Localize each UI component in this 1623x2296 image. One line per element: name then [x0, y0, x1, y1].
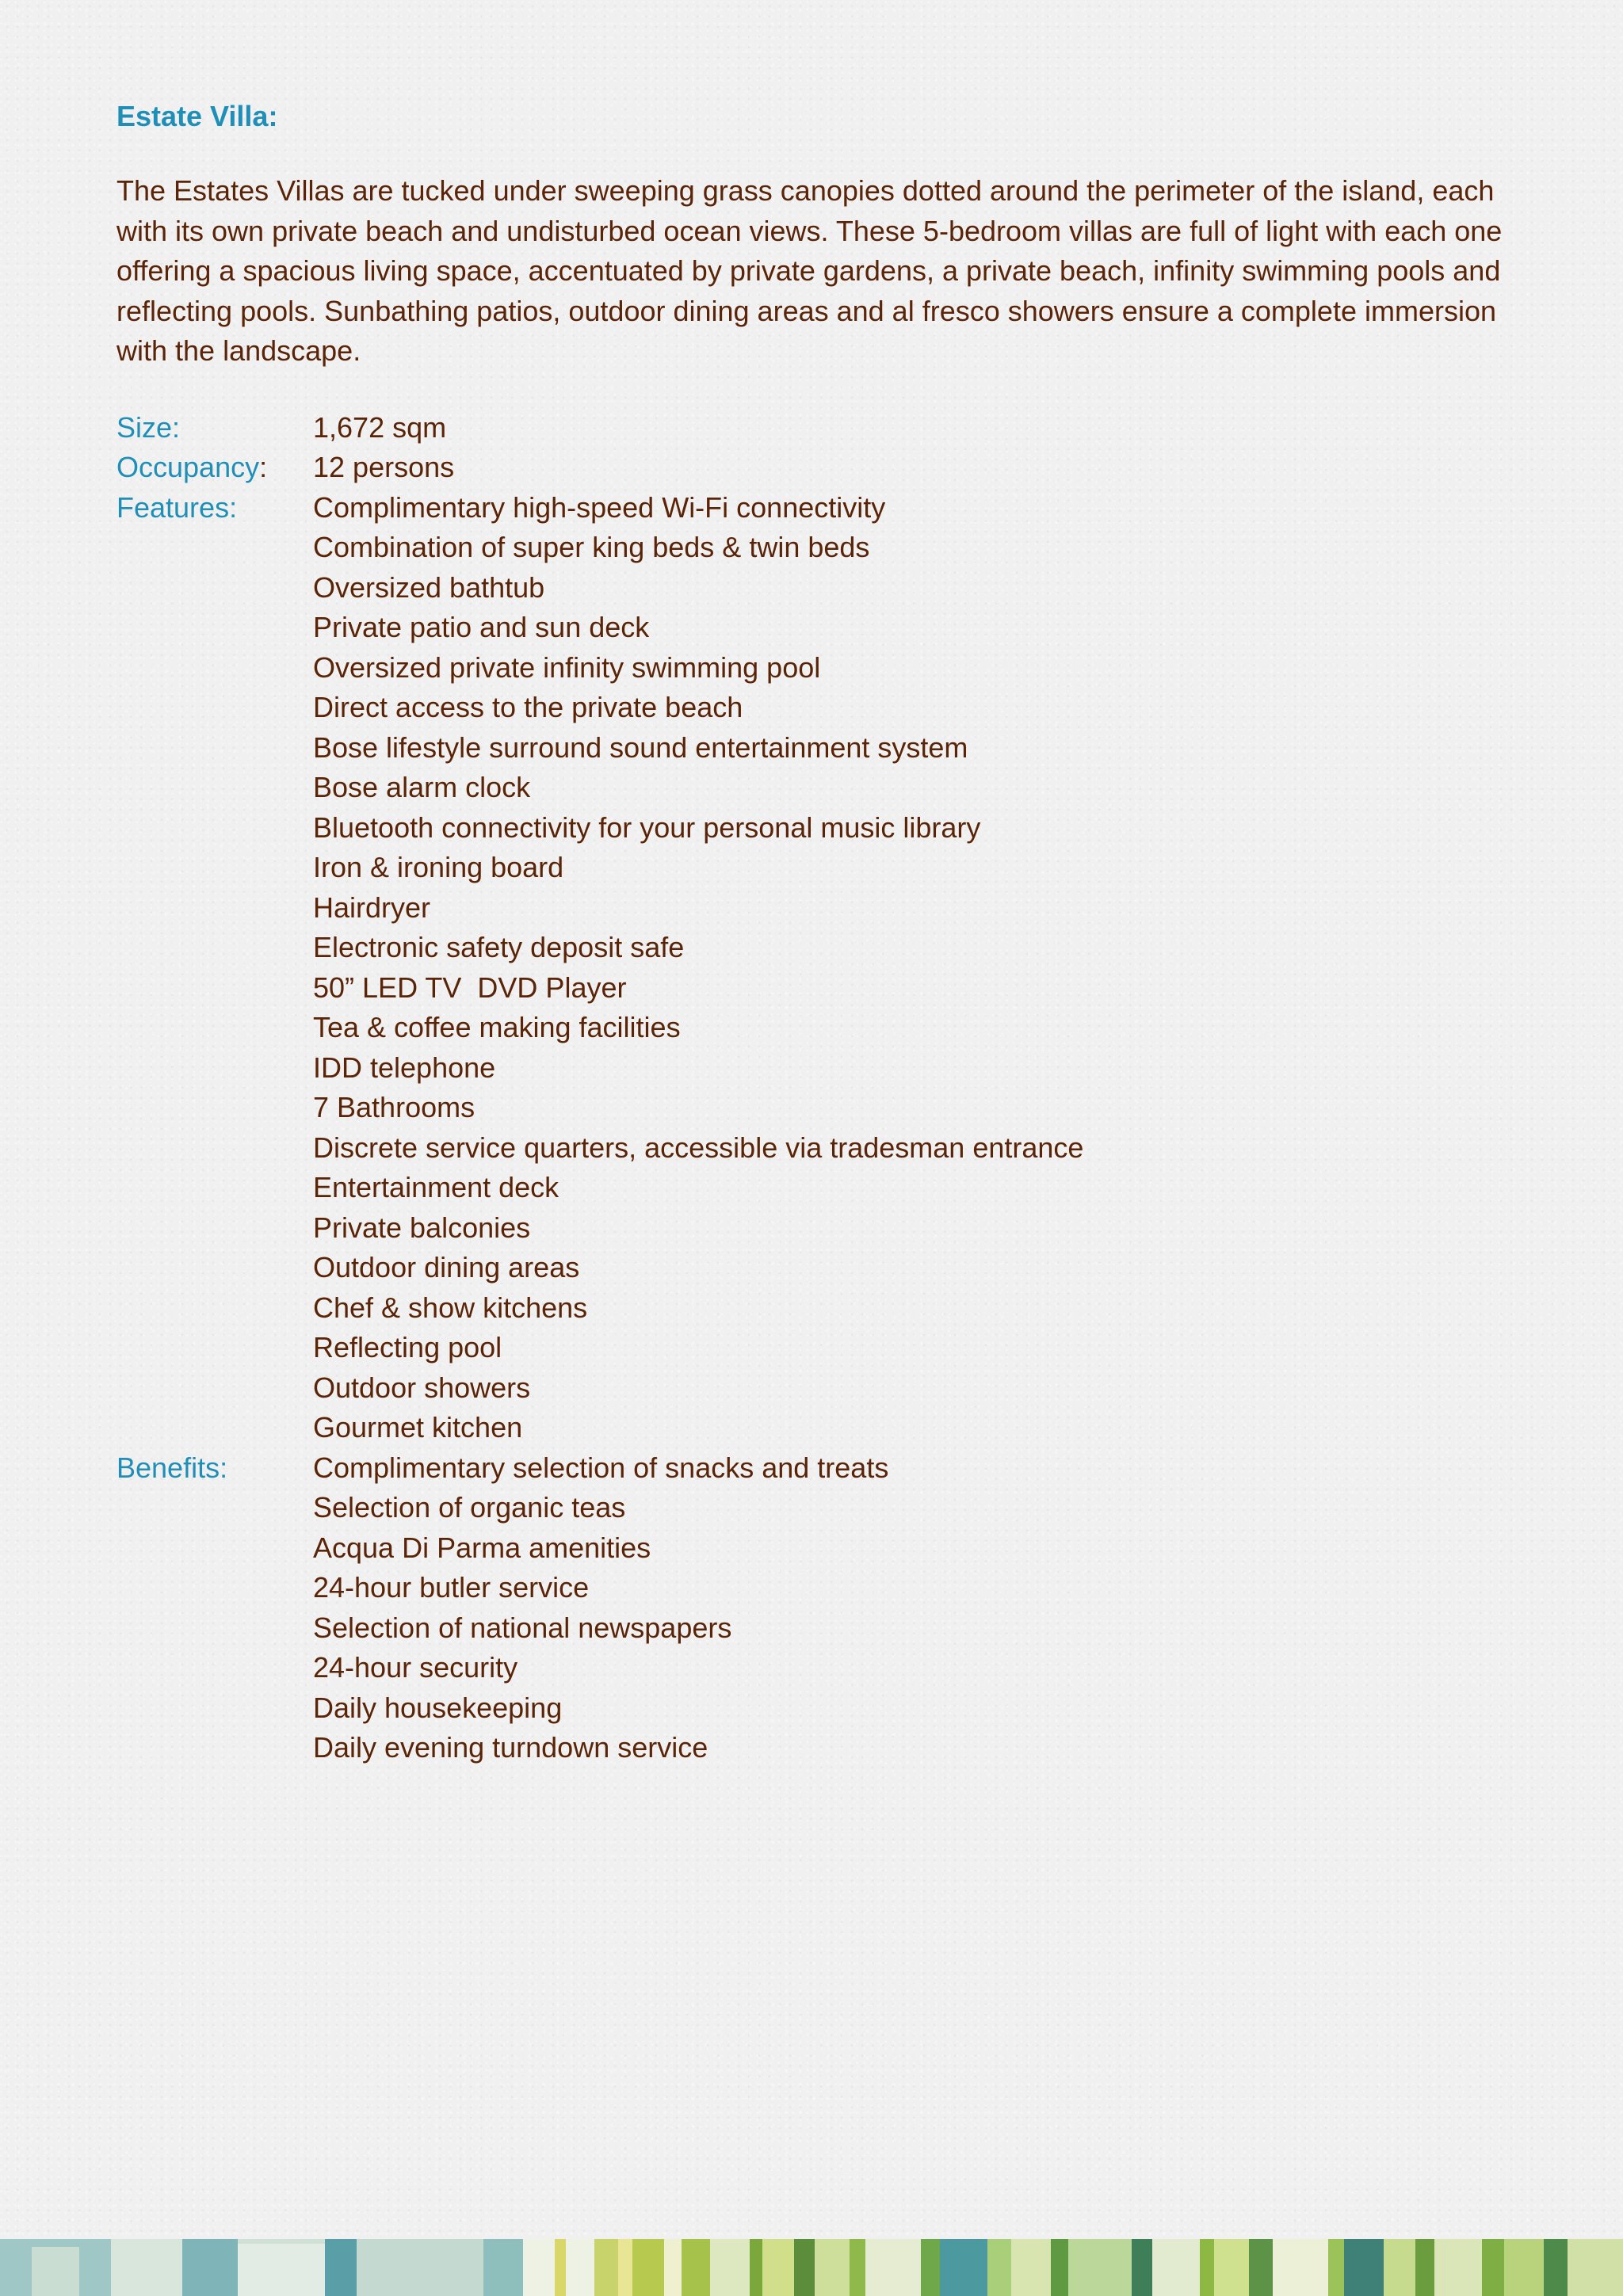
- feature-item: Private patio and sun deck: [313, 611, 650, 643]
- feature-item: Private balconies: [313, 1211, 531, 1244]
- benefit-item: Acqua Di Parma amenities: [313, 1531, 651, 1564]
- benefits-row: [116, 1448, 1511, 1768]
- document-page: [116, 97, 1511, 1768]
- feature-item: Hairdryer: [313, 891, 431, 924]
- feature-item: Entertainment deck: [313, 1171, 559, 1203]
- feature-item: 50” LED TV DVD Player: [313, 971, 627, 1004]
- feature-item: Discrete service quarters, accessible via tradesman entrance: [313, 1131, 1084, 1164]
- feature-item: 7 Bathrooms: [313, 1091, 475, 1123]
- feature-item: Oversized private infinity swimming pool: [313, 650, 821, 684]
- benefit-item: Complimentary selection of snacks and treats: [313, 1451, 889, 1484]
- benefit-item: Selection of national newspapers: [313, 1611, 732, 1644]
- benefit-item: 24-hour security: [313, 1651, 518, 1684]
- occupancy-value: 12 persons: [313, 451, 455, 483]
- occupancy-label-colon: :: [259, 451, 268, 483]
- feature-item: IDD telephone: [313, 1051, 496, 1084]
- size-value: 1,672 sqm: [313, 410, 447, 444]
- feature-item: Combination of super king beds & twin beds: [313, 531, 870, 563]
- feature-item: Tea & coffee making facilities: [313, 1011, 681, 1043]
- benefit-item: Daily housekeeping: [313, 1691, 563, 1724]
- feature-item: Gourmet kitchen: [313, 1411, 523, 1444]
- feature-item: Complimentary high-speed Wi-Fi connectivity: [313, 490, 886, 524]
- size-label: Size:: [116, 410, 181, 444]
- size-row: [116, 408, 1511, 448]
- occupancy-label: [116, 448, 313, 488]
- feature-item: Chef & show kitchens: [313, 1291, 588, 1324]
- feature-item: Direct access to the private beach: [313, 691, 743, 723]
- feature-item: Outdoor showers: [313, 1371, 531, 1404]
- benefit-item: Daily evening turndown service: [313, 1731, 708, 1764]
- decorative-foliage-image: [0, 2239, 1623, 2296]
- features-label: Features:: [116, 490, 238, 524]
- feature-item: Electronic safety deposit safe: [313, 931, 685, 963]
- feature-item: Outdoor dining areas: [313, 1251, 580, 1283]
- feature-item: Bose lifestyle surround sound entertainment system: [313, 730, 968, 764]
- benefits-list: [313, 1448, 1511, 1768]
- feature-item: Bluetooth connectivity for your personal music library: [313, 810, 981, 844]
- feature-item: Iron & ironing board: [313, 851, 564, 883]
- feature-item: Oversized bathtub: [313, 570, 545, 604]
- watercolor-footer-band: [0, 2239, 1623, 2296]
- intro-paragraph: The Estates Villas are tucked under sweeping grass canopies dotted around the perimeter of the island, each with its own private beach and undisturbed ocean views. These 5-bedroom villas are full of light with each one offering a spacious living space, accentuated by private gardens, a private beach, infinity swimming pools and reflecting pools. Sunbathing patios, outdoor dining areas and al fresco showers ensure a complete immersion with the landscape.: [116, 174, 1503, 367]
- feature-item: Reflecting pool: [313, 1331, 502, 1363]
- occupancy-label-text: Occupancy: [116, 451, 260, 483]
- benefits-label: Benefits:: [116, 1451, 228, 1484]
- benefit-item: 24-hour butler service: [313, 1571, 590, 1604]
- features-list: [313, 488, 1511, 1448]
- occupancy-row: [116, 448, 1511, 488]
- benefit-item: Selection of organic teas: [313, 1491, 626, 1524]
- feature-item: Bose alarm clock: [313, 771, 531, 803]
- features-row: [116, 488, 1511, 1448]
- page-title: Estate Villa:: [116, 100, 278, 132]
